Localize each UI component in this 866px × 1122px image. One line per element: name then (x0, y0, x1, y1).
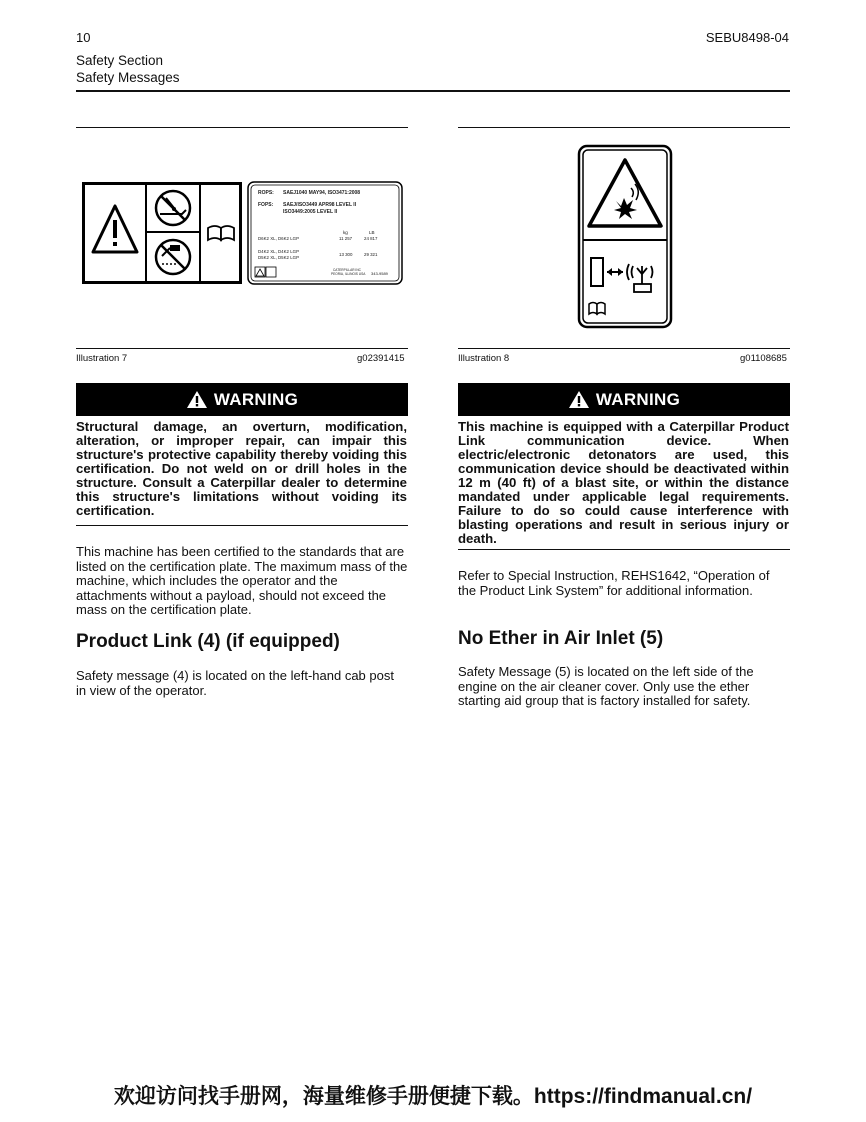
warning-text: This machine is equipped with a Caterpillar Product Link communication device. When electric/electronic detonators are used, this communication device should be deactivated within 12 m (40 ft) of a blast site, or within the distance mandated under applicable legal requirements. Failure to do so could cause interference with blasting operations and result in serious injury or death. (458, 419, 789, 546)
illustration-id: g01108685 (740, 353, 787, 364)
plate-row2-kg: 13 300 (339, 252, 353, 257)
warning-end-divider (458, 549, 790, 550)
subsection-title: Safety Messages (76, 70, 180, 85)
body-paragraph: Refer to Special Instruction, REHS1642, “Operation of the Product Link System” for additional information. (458, 568, 770, 598)
warning-triangle-icon (186, 390, 208, 409)
heading-paragraph: Safety message (4) is located on the left-hand cab post in view of the operator. (76, 668, 394, 698)
illustration-id: g02391415 (357, 353, 405, 364)
plate-fops-label: FOPS: (258, 202, 274, 208)
warning-banner (76, 383, 408, 416)
illustration-8 (458, 130, 790, 346)
illustration-label: Illustration 7 (76, 353, 128, 364)
figure-bottom-divider (458, 348, 790, 349)
heading-paragraph: Safety Message (5) is located on the left side of the engine on the air cleaner cover. Only use the ether starting aid group that is factory installed for safety. (458, 664, 754, 708)
plate-row1-kg: 11 257 (339, 236, 353, 241)
illustration-label: Illustration 8 (458, 353, 510, 364)
plate-row2-model-2: D5K2 XL, D5K2 LGP (258, 255, 300, 260)
plate-row1-model: D6K2 XL, D6K2 LGP (258, 236, 300, 241)
rops-safety-label (82, 182, 242, 284)
section-heading-product-link: Product Link (4) (if equipped) (76, 631, 340, 652)
warning-text: Structural damage, an overturn, modification, alteration, or improper repair, can impair this structure's protective capability thereby voiding this certification. Do not weld on or drill holes in the structure. Consult a Caterpillar dealer to determine this structure's limitations without voiding its certification. (76, 419, 407, 518)
section-title: Safety Section (76, 53, 164, 68)
plate-row2-model-1: D4K2 XL, D4K2 LGP (258, 249, 300, 254)
footer-banner: 欢迎访问找手册网，海量维修手册便捷下载。https://findmanual.cn/ (113, 1085, 753, 1108)
body-paragraph: This machine has been certified to the standards that are listed on the certification plate. The maximum mass of the machine, which includes the operator and the attachments without a payload, should not exceed the mass on the certification plate. (76, 544, 408, 617)
figure-top-divider (76, 127, 408, 128)
plate-fops-value-2: ISO3449:2005 LEVEL II (283, 209, 338, 215)
warning-label: WARNING (595, 389, 681, 409)
warning-banner (458, 383, 790, 416)
plate-col-kg: kg (343, 230, 348, 235)
no-welding-icon (156, 191, 190, 225)
no-drilling-icon (156, 240, 190, 274)
page-number: 10 (76, 30, 91, 45)
plate-col-lb: LB (369, 230, 375, 235)
section-heading (76, 52, 180, 86)
section-heading-no-ether: No Ether in Air Inlet (5) (458, 628, 664, 649)
warning-triangle-icon (568, 390, 590, 409)
warning-end-divider (76, 525, 408, 526)
illustration-7 (76, 130, 408, 346)
plate-part-no: 343-9589 (371, 271, 388, 276)
plate-rops-value: SAEJ1040 MAY94, ISO3471:2008 (283, 190, 361, 196)
certification-plate (247, 181, 403, 285)
header-divider (76, 90, 790, 92)
operator-manual-icon (208, 226, 234, 240)
figure-top-divider (458, 127, 790, 128)
figure-bottom-divider (76, 348, 408, 349)
document-id: SEBU8498-04 (705, 30, 789, 45)
operator-manual-icon (589, 303, 605, 315)
plate-rops-label: ROPS: (258, 190, 274, 196)
plate-row1-lb: 24 817 (364, 236, 378, 241)
warning-label: WARNING (213, 389, 299, 409)
plate-maker-1: CATERPILLAR INC (333, 268, 361, 272)
plate-row2-lb: 29 321 (364, 252, 378, 257)
plate-maker-2: PEORIA, ILLINOIS USA (331, 272, 366, 276)
plate-fops-value-1: SAEJ/ISO3449 APR98 LEVEL II (283, 202, 357, 208)
product-link-safety-label (577, 144, 673, 330)
